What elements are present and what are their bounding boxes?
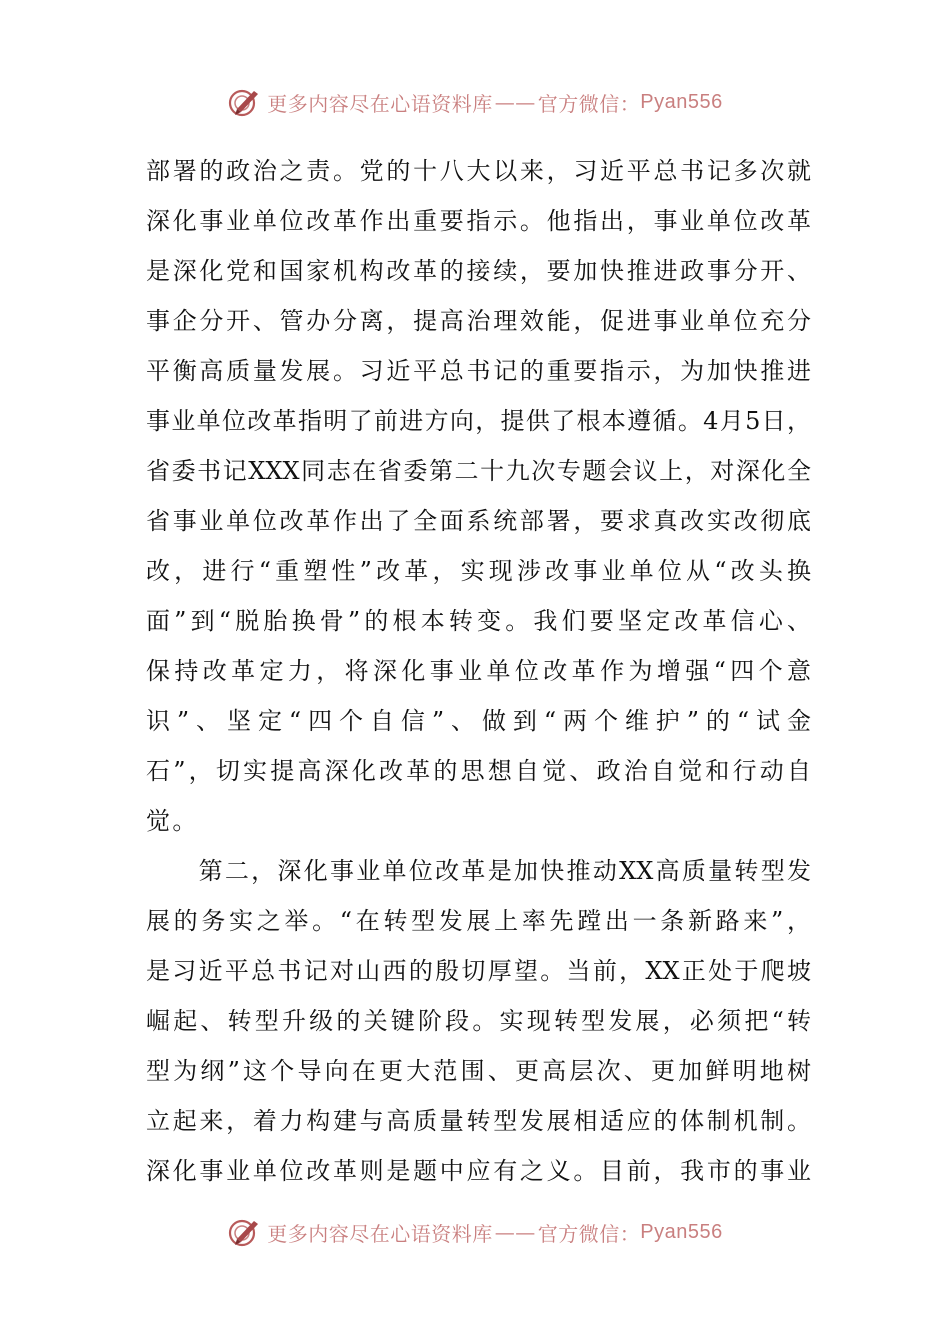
body-line: 改，进行“重塑性”改革，实现涉改事业单位从“改头换 xyxy=(146,557,811,585)
body-line: 是习近平总书记对山西的殷切厚望。当前，XX正处于爬坡 xyxy=(146,957,811,985)
pen-logo-icon xyxy=(227,85,261,119)
body-line: 保持改革定力，将深化事业单位改革作为增强“四个意 xyxy=(146,657,811,685)
document-body xyxy=(146,146,811,1196)
body-line: 展的务实之举。“在转型发展上率先蹚出一条新路来”， xyxy=(146,907,811,935)
header-watermark-label: 官方微信： xyxy=(537,91,641,116)
header-watermark xyxy=(0,82,950,122)
body-line: 型为纲”这个导向在更大范围、更高层次、更加鲜明地树 xyxy=(146,1057,811,1085)
body-line: 觉。 xyxy=(146,807,199,835)
body-line: 立起来，着力构建与高质量转型发展相适应的体制机制。 xyxy=(146,1107,811,1135)
body-line: 事业单位改革指明了前进方向，提供了根本遵循。4月5日， xyxy=(146,407,811,435)
body-line: 崛起、转型升级的关键阶段。实现转型发展，必须把“转 xyxy=(146,1007,811,1035)
body-line: 部署的政治之责。党的十八大以来，习近平总书记多次就 xyxy=(146,157,811,185)
body-line: 省事业单位改革作出了全面系统部署，要求真改实改彻底 xyxy=(146,507,811,535)
body-line: 面”到“脱胎换骨”的根本转变。我们要坚定改革信心、 xyxy=(146,607,811,635)
body-line: 识”、坚定“四个自信”、做到“两个维护”的“试金 xyxy=(146,707,811,735)
body-line: 深化事业单位改革作出重要指示。他指出，事业单位改革 xyxy=(146,207,811,235)
header-watermark-text: 更多内容尽在心语资料库 xyxy=(267,91,493,116)
body-line: 石”，切实提高深化改革的思想自觉、政治自觉和行动自 xyxy=(146,757,811,785)
footer-wechat-id: Pyan556 xyxy=(640,1220,723,1243)
pen-logo-icon xyxy=(227,1215,261,1249)
footer-watermark-dash: —— xyxy=(494,1220,536,1244)
footer-watermark-label: 官方微信： xyxy=(537,1221,641,1246)
body-line: 第二，深化事业单位改革是加快推动XX高质量转型发 xyxy=(146,857,811,885)
header-watermark-dash: —— xyxy=(494,90,536,114)
header-wechat-id: Pyan556 xyxy=(640,90,723,113)
body-line: 事企分开、管办分离，提高治理效能，促进事业单位充分 xyxy=(146,307,811,335)
body-line: 省委书记XXX同志在省委第二十九次专题会议上，对深化全 xyxy=(146,457,811,485)
footer-watermark-text: 更多内容尽在心语资料库 xyxy=(267,1221,493,1246)
body-line: 是深化党和国家机构改革的接续，要加快推进政事分开、 xyxy=(146,257,811,285)
body-line: 平衡高质量发展。习近平总书记的重要指示，为加快推进 xyxy=(146,357,811,385)
footer-watermark xyxy=(0,1212,950,1252)
body-line: 深化事业单位改革则是题中应有之义。目前，我市的事业 xyxy=(146,1157,811,1185)
